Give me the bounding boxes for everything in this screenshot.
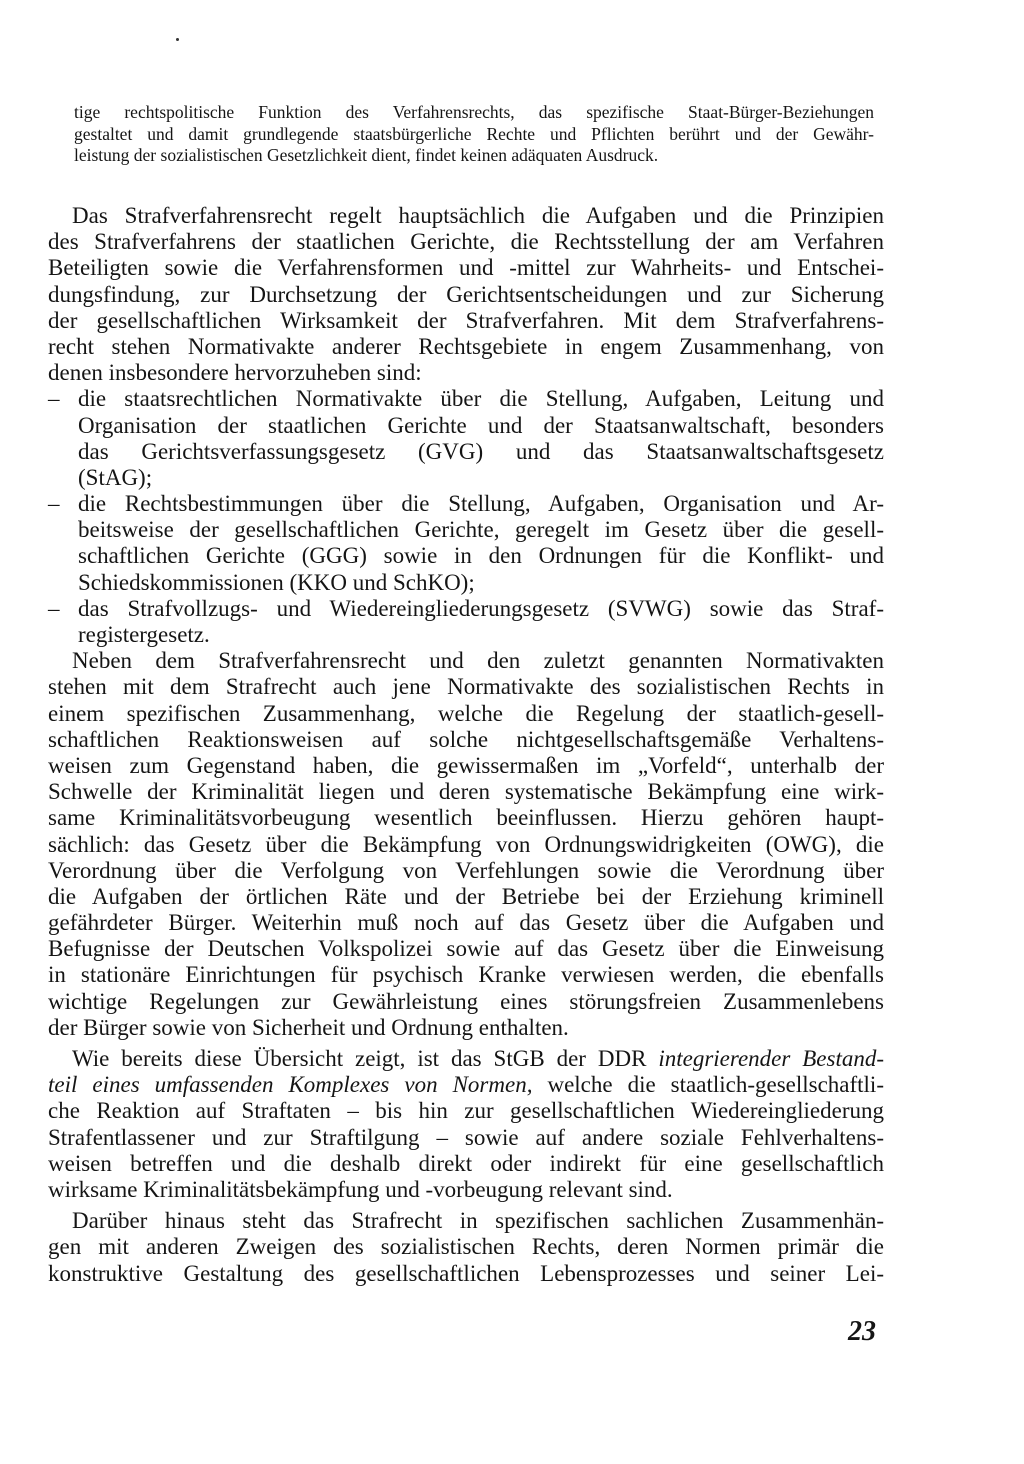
text-line: in stationäre Einrichtungen für psychisch Kranke verwiesen werden, die ebenfalls (48, 962, 884, 988)
bullet-line: das Gerichtsverfassungsgesetz (GVG) und das Staatsanwaltschaftsgesetz (78, 438, 884, 464)
text-line: stehen mit dem Strafrecht auch jene Normativakte des sozialistischen Rechts in (48, 674, 884, 700)
text-line: weisen betreffen und die deshalb direkt oder indirekt für eine gesellschaftlich (48, 1150, 884, 1176)
bullet-line: beitsweise der gesellschaftlichen Gerichte, geregelt im Gesetz über die gesell- (78, 517, 884, 543)
text-line: schaftlichen Reaktionsweisen auf solche nichtgesellschaftsgemäße Verhaltens- (48, 726, 884, 752)
text-run: welche die staatlich-gesellschaftli- (532, 1072, 884, 1098)
bullet-line (48, 491, 884, 517)
text-line: Darüber hinaus steht das Strafrecht in spezifischen sachlichen Zusammenhän- (72, 1208, 884, 1234)
bullet-line (48, 596, 884, 622)
bullet-text: die staatsrechtlichen Normativakte über die Stellung, Aufgaben, Leitung und (78, 386, 884, 412)
italic-emphasis: integrierender Bestand- (658, 1046, 884, 1071)
dash-marker: – (48, 595, 60, 621)
text-line: Das Strafverfahrensrecht regelt hauptsächlich die Aufgaben und die Prinzipien (72, 203, 884, 228)
text-line (48, 1072, 884, 1098)
text-line: Schwelle der Kriminalität liegen und deren systematische Bekämpfung eine wirk- (48, 779, 884, 805)
text-line: che Reaktion auf Straftaten – bis hin zur gesellschaftlichen Wiedereingliederung (48, 1098, 884, 1124)
scan-speck (176, 38, 179, 41)
text-line: wirksame Kriminalitätsbekämpfung und -vorbeugung relevant sind. (48, 1176, 673, 1202)
main-text (48, 203, 884, 1287)
text-line: weisen zum Gegenstand haben, die gewissermaßen im „Vorfeld“, unterhalb der (48, 752, 884, 778)
text-line: Verordnung über die Verfolgung von Verfehlungen sowie die Verordnung über (48, 857, 884, 883)
text-line: wichtige Regelungen zur Gewährleistung eines störungsfreien Zusammenlebens (48, 988, 884, 1014)
text-line: die Aufgaben der örtlichen Räte und der Betriebe bei der Erziehung kriminell (48, 883, 884, 909)
bullet-line (48, 386, 884, 412)
note-line: leistung der sozialistischen Gesetzlichkeit dient, findet keinen adäquaten Ausdruck. (74, 145, 659, 166)
text-line: same Kriminalitätsvorbeugung wesentlich beeinflussen. Hierzu gehören haupt- (48, 805, 884, 831)
text-line: des Strafverfahrens der staatlichen Gerichte, die Rechtsstellung der am Verfahren (48, 229, 884, 255)
dash-marker: – (48, 386, 60, 412)
text-line: dungsfindung, zur Durchsetzung der Gerichtsentscheidungen und zur Sicherung (48, 281, 884, 307)
text-line: Strafentlassener und zur Straftilgung – sowie auf andere soziale Fehlverhaltens- (48, 1124, 884, 1150)
note-line: gestaltet und damit grundlegende staatsbürgerliche Rechte und Pflichten berührt und der Gewähr- (74, 123, 874, 144)
text-run: Wie bereits diese Übersicht zeigt, ist das StGB der DDR (72, 1046, 659, 1071)
text-line: gen mit anderen Zweigen des sozialistischen Rechts, deren Normen primär die (48, 1234, 884, 1260)
bullet-text: die Rechtsbestimmungen über die Stellung, Aufgaben, Organisation und Ar- (78, 491, 884, 517)
text-line: recht stehen Normativakte anderer Rechtsgebiete in engem Zusammenhang, von (48, 333, 884, 359)
footnote-continuation (74, 102, 874, 167)
text-line: der gesellschaftlichen Wirksamkeit der Strafverfahren. Mit dem Strafverfahrens- (48, 307, 884, 333)
text-line: Befugnisse der Deutschen Volkspolizei sowie auf das Gesetz über die Einweisung (48, 936, 884, 962)
text-line: Beteiligten sowie die Verfahrensformen und -mittel zur Wahrheits- und Entschei- (48, 255, 884, 281)
bullet-line: registergesetz. (78, 622, 210, 647)
text-line: gefährdeter Bürger. Weiterhin muß noch auf das Gesetz über die Aufgaben und (48, 910, 884, 936)
text-line: denen insbesondere hervorzuheben sind: (48, 360, 422, 386)
text-line: konstruktive Gestaltung des gesellschaftlichen Lebensprozesses und seiner Lei- (48, 1260, 884, 1286)
text-line (48, 1046, 884, 1072)
note-line: tige rechtspolitische Funktion des Verfahrensrechts, das spezifische Staat-Bürger-Beziehungen (74, 102, 874, 122)
text-line: Neben dem Strafverfahrensrecht und den zuletzt genannten Normativakten (72, 648, 884, 674)
text-line: einem spezifischen Zusammenhang, welche die Regelung der staatlich-gesell- (48, 700, 884, 726)
bullet-line: Schiedskommissionen (KKO und SchKO); (78, 569, 475, 595)
italic-emphasis: teil eines umfassenden Komplexes von Normen, (48, 1072, 533, 1098)
bullet-line: (StAG); (78, 464, 153, 490)
dash-marker: – (48, 491, 60, 517)
text-line: sächlich: das Gesetz über die Bekämpfung von Ordnungswidrigkeiten (OWG), die (48, 831, 884, 857)
bullet-line: schaftlichen Gerichte (GGG) sowie in den Ordnungen für die Konflikt- und (78, 543, 884, 569)
text-line: der Bürger sowie von Sicherheit und Ordnung enthalten. (48, 1014, 569, 1040)
bullet-text: das Strafvollzugs- und Wiedereingliederungsgesetz (SVWG) sowie das Straf- (78, 595, 884, 621)
bullet-line: Organisation der staatlichen Gerichte und der Staatsanwaltschaft, besonders (78, 412, 884, 438)
page-number: 23 (848, 1316, 876, 1347)
